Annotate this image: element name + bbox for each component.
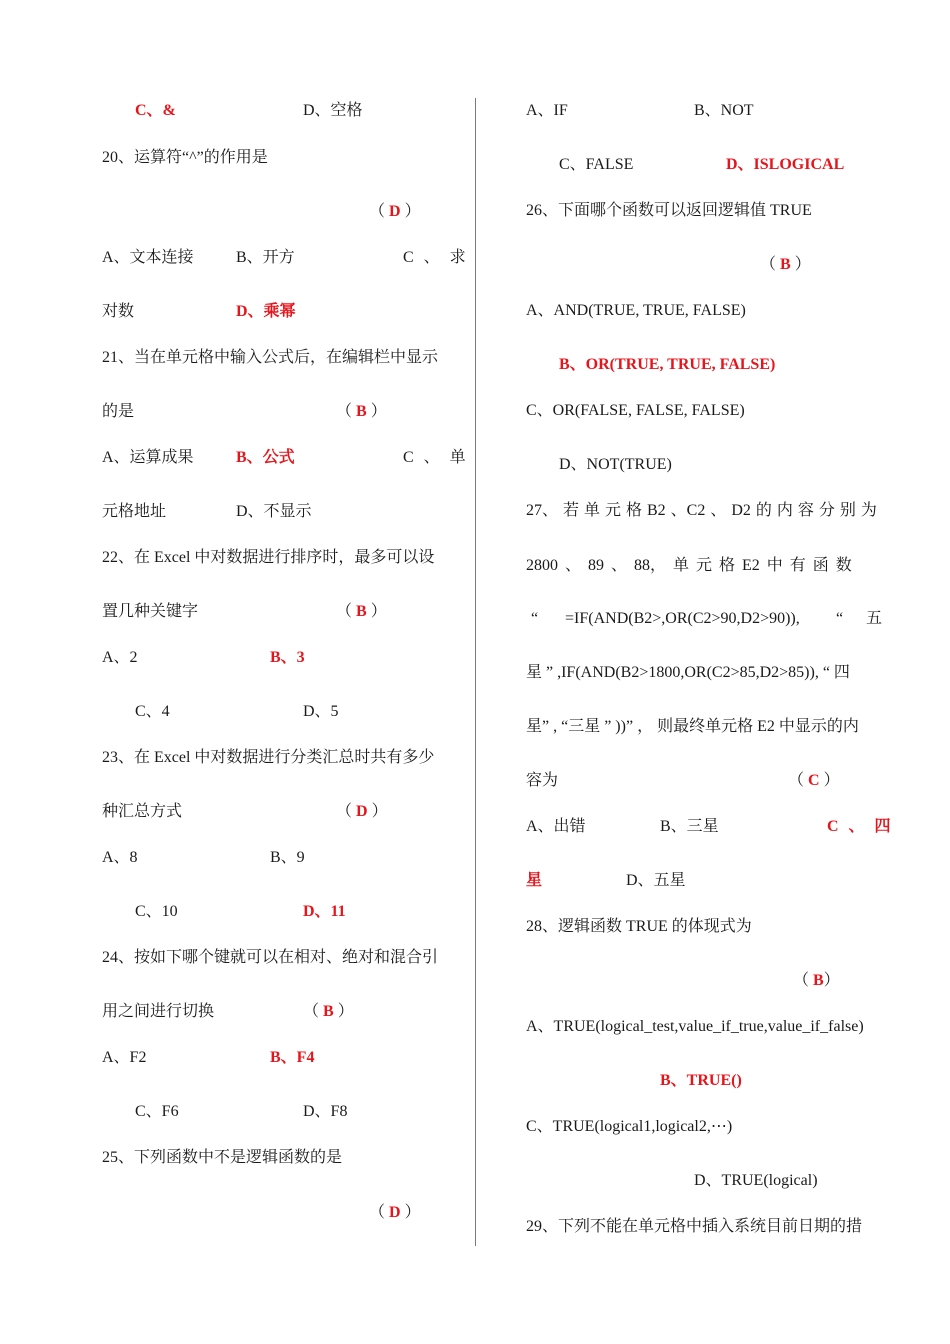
option-d: D、11 — [303, 903, 346, 920]
question-27-formula: =IF(AND(B2>,OR(C2>90,D2>90)), — [565, 610, 800, 627]
option-c-cont: 星 — [526, 872, 543, 889]
option-c: C、& — [135, 102, 176, 119]
question-26: 26、下面哪个函数可以返回逻辑值 TRUE — [526, 202, 812, 219]
answer-21: （ B ） — [336, 403, 387, 420]
column-divider — [475, 98, 476, 1246]
option-d: D、5 — [303, 703, 339, 720]
option-d: D、不显示 — [236, 503, 312, 520]
answer-23: （ D ） — [336, 803, 388, 820]
answer-25: （ D ） — [369, 1204, 421, 1221]
question-27-line6: 容为 — [526, 772, 559, 789]
option-c-cont: 对数 — [102, 303, 135, 320]
option-a: A、8 — [102, 849, 138, 866]
option-d: D、NOT(TRUE) — [559, 456, 672, 473]
question-25: 25、下列函数中不是逻辑函数的是 — [102, 1149, 343, 1166]
option-c: C、OR(FALSE, FALSE, FALSE) — [526, 402, 745, 419]
question-23: 23、在 Excel 中对数据进行分类汇总时共有多少 — [102, 749, 435, 766]
option-c: C、4 — [135, 703, 170, 720]
question-27-quote-open: “ — [531, 610, 539, 627]
question-20: 20、运算符“^”的作用是 — [102, 149, 268, 166]
question-27-line4: 星 ” ,IF(AND(B2>1800,OR(C2>85,D2>85)), “ 四 — [526, 664, 850, 681]
option-b: B、9 — [270, 849, 305, 866]
option-a: A、运算成果 — [102, 449, 194, 466]
answer-22: （ B ） — [336, 603, 387, 620]
answer-27: （ C ） — [788, 772, 840, 789]
option-d: D、TRUE(logical) — [694, 1172, 818, 1189]
answer-24: （ B ） — [303, 1003, 354, 1020]
question-21: 21、当在单元格中输入公式后，在编辑栏中显示 — [102, 349, 439, 366]
option-d: D、ISLOGICAL — [726, 156, 845, 173]
question-24-cont: 用之间进行切换 — [102, 1003, 215, 1020]
option-a: A、TRUE(logical_test,value_if_true,value_if_false) — [526, 1018, 864, 1035]
question-23-cont: 种汇总方式 — [102, 803, 183, 820]
question-27: 27、 若 单 元 格 B2 、C2 、 D2 的 内 容 分 别 为 — [526, 502, 877, 519]
option-c: C、10 — [135, 903, 178, 920]
option-c: C 、 单 — [403, 449, 466, 466]
option-d: D、乘幂 — [236, 303, 296, 320]
option-b: B、F4 — [270, 1049, 315, 1066]
question-24: 24、按如下哪个键就可以在相对、绝对和混合引 — [102, 949, 439, 966]
option-a: A、IF — [526, 102, 568, 119]
option-c: C、FALSE — [559, 156, 634, 173]
option-b: B、OR(TRUE, TRUE, FALSE) — [559, 356, 776, 373]
question-28: 28、逻辑函数 TRUE 的体现式为 — [526, 918, 752, 935]
question-27-line5: 星” , “三星 ” ))” ， 则最终单元格 E2 中显示的内 — [526, 718, 859, 735]
option-c: C 、 四 — [827, 818, 891, 835]
option-c: C、F6 — [135, 1103, 179, 1120]
answer-28: （ B） — [793, 972, 840, 989]
option-b: B、TRUE() — [660, 1072, 742, 1089]
question-21-cont: 的是 — [102, 403, 135, 420]
option-b: B、公式 — [236, 449, 295, 466]
option-d: D、五星 — [626, 872, 686, 889]
option-b: B、3 — [270, 649, 305, 666]
answer-26: （ B ） — [760, 256, 811, 273]
answer-20: （ D ） — [369, 203, 421, 220]
option-c: C、TRUE(logical1,logical2,⋯) — [526, 1118, 733, 1135]
question-29: 29、下列不能在单元格中插入系统目前日期的措 — [526, 1218, 863, 1235]
question-27-quote: “ — [836, 610, 844, 627]
option-d: D、F8 — [303, 1103, 348, 1120]
question-22-cont: 置几种关键字 — [102, 603, 199, 620]
option-a: A、文本连接 — [102, 249, 194, 266]
question-22: 22、在 Excel 中对数据进行排序时，最多可以设 — [102, 549, 435, 566]
option-a: A、AND(TRUE, TRUE, FALSE) — [526, 302, 746, 319]
option-a: A、F2 — [102, 1049, 147, 1066]
option-c-cont: 元格地址 — [102, 503, 167, 520]
option-a: A、出错 — [526, 818, 586, 835]
option-b: B、NOT — [694, 102, 754, 119]
option-c: C 、 求 — [403, 249, 466, 266]
option-a: A、2 — [102, 649, 138, 666]
option-b: B、开方 — [236, 249, 295, 266]
option-d: D、空格 — [303, 102, 363, 119]
question-27-five: 五 — [866, 610, 883, 627]
option-b: B、三星 — [660, 818, 719, 835]
question-27-line2: 2800 、 89 、 88， 单 元 格 E2 中 有 函 数 — [526, 557, 852, 574]
